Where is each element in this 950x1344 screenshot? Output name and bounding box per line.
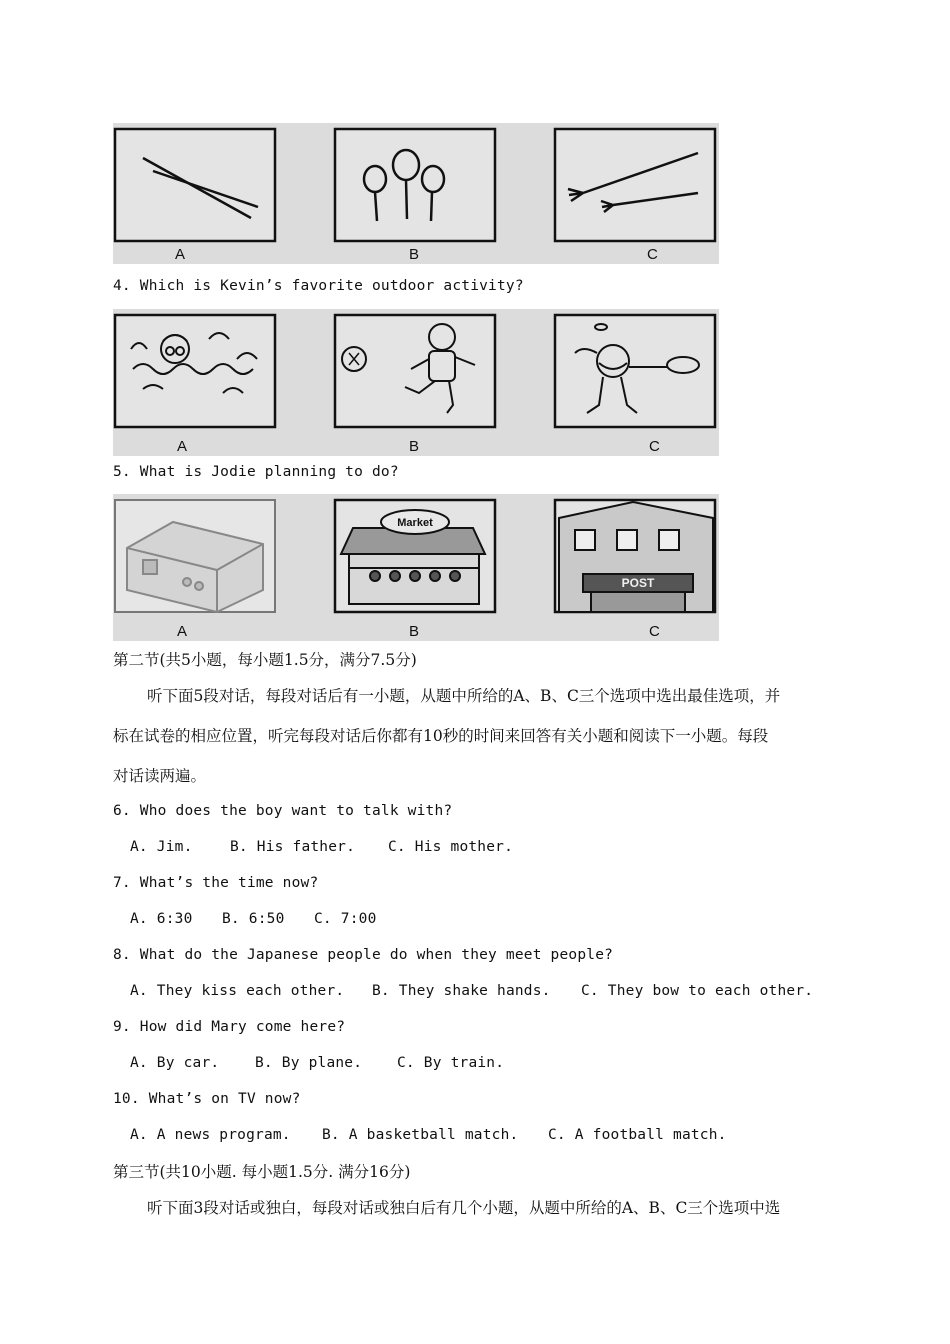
q4-picture-strip <box>113 309 719 456</box>
q3-box-b <box>335 129 495 241</box>
q8-question: 8. What do the Japanese people do when they meet people? <box>113 947 614 963</box>
q9-option-a: A. By car. <box>130 1055 220 1071</box>
q8-option-b: B. They shake hands. <box>372 983 551 999</box>
q7-option-a: A. 6:30 <box>130 911 193 927</box>
q3-picture-strip <box>113 123 719 264</box>
q6-option-c: C. His mother. <box>388 839 514 855</box>
section3-intro: 听下面3段对话或独白，每段对话或独白后有几个小题，从题中所给的A、B、C三个选项中选 <box>147 1199 781 1217</box>
q5-picture-strip <box>113 494 719 641</box>
q7-option-c: C. 7:00 <box>314 911 377 927</box>
post-office-icon <box>559 502 713 612</box>
q5-option-a: A <box>177 623 188 640</box>
q10-question: 10. What’s on TV now? <box>113 1091 301 1107</box>
q10-option-a: A. A news program. <box>130 1127 291 1143</box>
section2-intro-line-1: 听下面5段对话，每段对话后有一小题，从题中所给的A、B、C三个选项中选出最佳选项，并 <box>147 687 781 705</box>
q4-option-c: C <box>649 438 660 455</box>
q7-question: 7. What’s the time now? <box>113 875 319 891</box>
q8-option-c: C. They bow to each other. <box>581 983 814 999</box>
q4-question: 4. Which is Kevin’s favorite outdoor activity? <box>113 278 524 294</box>
q7-option-b: B. 6:50 <box>222 911 285 927</box>
q5-question: 5. What is Jodie planning to do? <box>113 464 399 480</box>
q4-option-a: A <box>177 438 188 455</box>
q10-option-b: B. A basketball match. <box>322 1127 519 1143</box>
q3-option-b: B <box>409 246 420 263</box>
q9-question: 9. How did Mary come here? <box>113 1019 346 1035</box>
q3-option-a: A <box>175 246 186 263</box>
section2-intro-line-2: 标在试卷的相应位置，听完每段对话后你都有10秒的时间来回答有关小题和阅读下一小题。每段 <box>113 727 769 745</box>
q6-option-a: A. Jim. <box>130 839 193 855</box>
q3-box-c <box>555 129 715 241</box>
q5-option-c: C <box>649 623 660 640</box>
q6-question: 6. Who does the boy want to talk with? <box>113 803 453 819</box>
q3-option-c: C <box>647 246 658 263</box>
section3-heading: 第三节(共10小题. 每小题1.5分. 满分16分) <box>113 1163 411 1181</box>
q6-option-b: B. His father. <box>230 839 356 855</box>
post-sign: POST <box>621 576 655 590</box>
q5-option-b: B <box>409 623 420 640</box>
section2-intro-line-3: 对话读两遍。 <box>113 767 207 785</box>
section2-heading: 第二节(共5小题，每小题1.5分，满分7.5分) <box>113 651 417 669</box>
q10-option-c: C. A football match. <box>548 1127 727 1143</box>
market-sign: Market <box>397 517 433 529</box>
q9-option-b: B. By plane. <box>255 1055 363 1071</box>
q9-option-c: C. By train. <box>397 1055 505 1071</box>
q4-option-b: B <box>409 438 420 455</box>
q8-option-a: A. They kiss each other. <box>130 983 345 999</box>
